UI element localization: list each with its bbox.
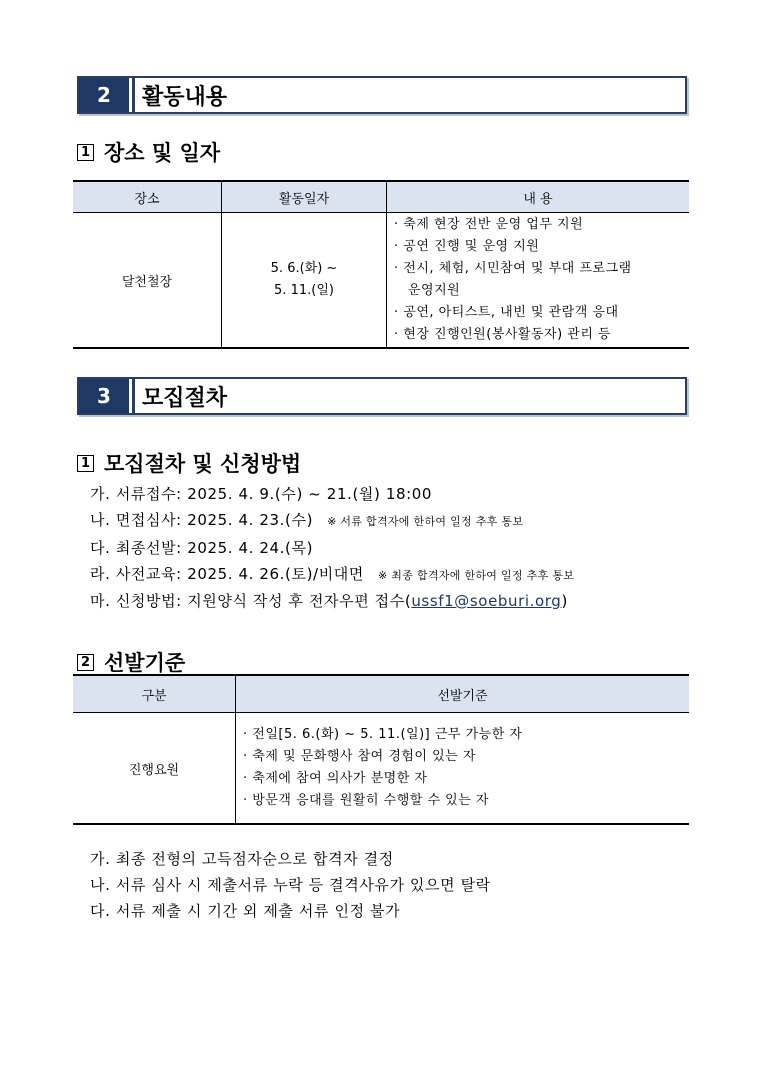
- procedure-na-note: ※ 서류 합격자에 한하여 일정 추후 통보: [327, 515, 524, 528]
- table-header-row: [73, 181, 689, 213]
- activity-table: [73, 180, 689, 349]
- subheading-title: 모집절차 및 신청방법: [104, 452, 302, 476]
- table-row: [73, 213, 689, 349]
- procedure-ra-note: ※ 최종 합격자에 한하여 일정 추후 통보: [377, 569, 575, 582]
- date-line-2: 5. 11.(일): [274, 283, 334, 298]
- note-na: 나. 서류 심사 시 제출서류 누락 등 결격사유가 있으면 탈락: [90, 876, 491, 894]
- procedure-da: 다. 최종선발: 2025. 4. 24.(목): [90, 539, 314, 557]
- list-item: · 공연 진행 및 운영 지원: [394, 239, 540, 254]
- list-item: [394, 280, 688, 302]
- note-da: 다. 서류 제출 시 기간 외 제출 서류 인정 불가: [90, 902, 401, 920]
- cell-place: 달천철장: [73, 213, 222, 349]
- subheading-number: 1: [77, 455, 94, 472]
- header-date: 활동일자: [222, 181, 387, 213]
- section-2-header: [77, 76, 687, 114]
- procedure-ma-close: ): [561, 592, 568, 610]
- procedure-ma-text: 마. 신청방법: 지원양식 작성 후 전자우편 접수(: [90, 592, 412, 610]
- section-3-title: 모집절차: [129, 379, 227, 413]
- procedure-ga: 가. 서류접수: 2025. 4. 9.(수) ~ 21.(월) 18:00: [90, 485, 433, 503]
- list-item: · 공연, 아티스트, 내빈 및 관람객 응대: [394, 305, 619, 320]
- list-item: · 전일[5. 6.(화) ~ 5. 11.(일)] 근무 가능한 자: [243, 727, 523, 742]
- table-row: [73, 713, 689, 825]
- subheading-title: 선발기준: [104, 651, 186, 675]
- subheading-title: 장소 및 일자: [104, 141, 221, 165]
- list-item: · 축제 현장 전반 운영 업무 지원: [394, 217, 584, 232]
- list-item: · 축제에 참여 의사가 분명한 자: [243, 771, 428, 786]
- email-link[interactable]: ussf1@soeburi.org: [411, 592, 562, 610]
- header-category: 구분: [73, 675, 236, 713]
- cell-content: [387, 213, 690, 349]
- cell-criteria: [236, 713, 690, 825]
- procedure-ra-text: 라. 사전교육: 2025. 4. 26.(토)/비대면: [90, 565, 364, 583]
- header-content: 내 용: [387, 181, 690, 213]
- criteria-table: [73, 674, 689, 825]
- list-item: · 전시, 체험, 시민참여 및 부대 프로그램: [394, 261, 632, 276]
- header-place: 장소: [73, 181, 222, 213]
- section-3-header: [77, 377, 687, 415]
- subheading-number: 1: [77, 144, 94, 161]
- subheading-criteria: [77, 647, 185, 677]
- list-item: · 방문객 응대를 원활히 수행할 수 있는 자: [243, 793, 489, 808]
- subheading-place-date: [77, 137, 220, 167]
- procedure-ra: [90, 563, 574, 584]
- section-3-number: 3: [79, 379, 129, 413]
- procedure-na: [90, 509, 523, 530]
- list-item-continuation: 운영지원: [408, 283, 461, 298]
- procedure-ma: [90, 590, 568, 611]
- list-item: · 축제 및 문화행사 참여 경험이 있는 자: [243, 749, 476, 764]
- cell-role: 진행요원: [73, 713, 236, 825]
- section-2-number: 2: [79, 78, 129, 112]
- cell-date: [222, 213, 387, 349]
- table-header-row: [73, 675, 689, 713]
- section-2-title: 활동내용: [129, 78, 227, 112]
- subheading-procedure: [77, 448, 301, 478]
- date-line-1: 5. 6.(화) ~: [270, 261, 338, 276]
- procedure-na-text: 나. 면접심사: 2025. 4. 23.(수): [90, 511, 314, 529]
- note-ga: 가. 최종 전형의 고득점자순으로 합격자 결정: [90, 850, 394, 868]
- subheading-number: 2: [77, 654, 94, 671]
- list-item: · 현장 진행인원(봉사활동자) 관리 등: [394, 327, 612, 342]
- header-criteria: 선발기준: [236, 675, 690, 713]
